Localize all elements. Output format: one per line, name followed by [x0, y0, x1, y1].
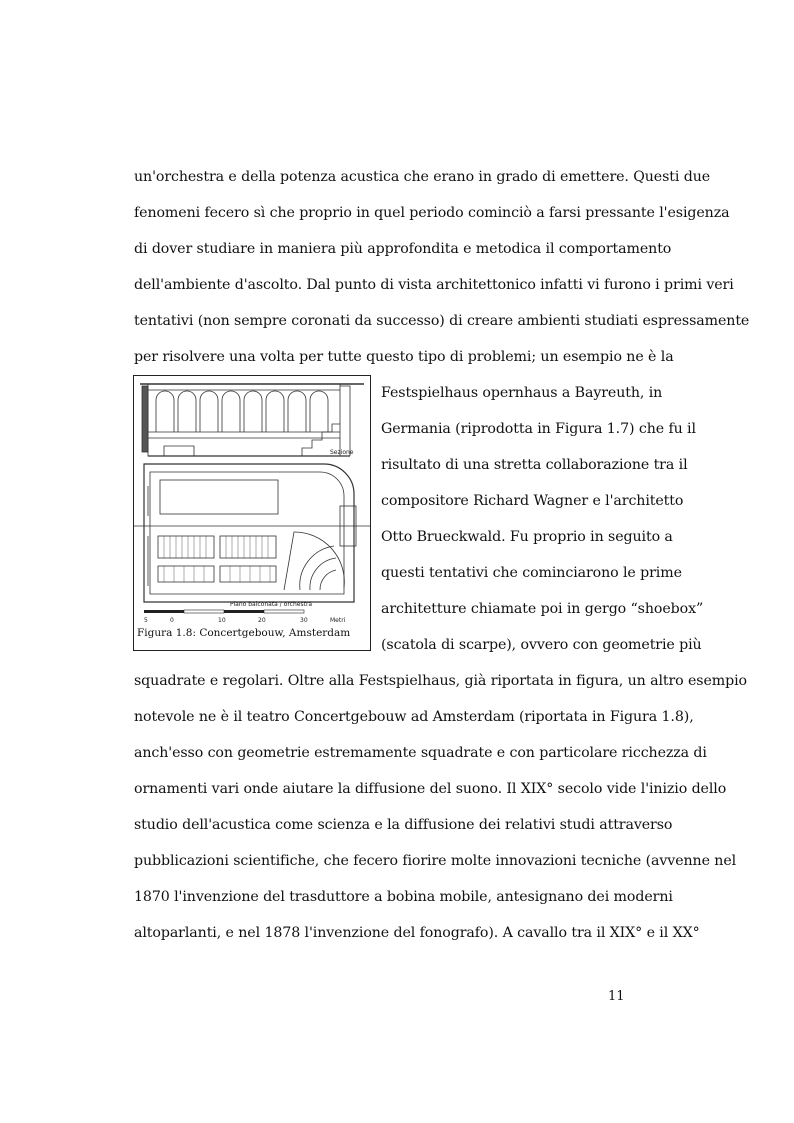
body-line: studio dell'acustica come scienza e la diffusione dei relativi studi attraverso	[134, 817, 673, 833]
svg-text:30: 30	[300, 617, 308, 624]
svg-text:5: 5	[144, 617, 148, 624]
svg-text:Sezione: Sezione	[330, 449, 354, 456]
body-line: Festspielhaus opernhaus a Bayreuth, in	[381, 385, 663, 401]
body-line: 1870 l'invenzione del trasduttore a bobina mobile, antesignano dei moderni	[134, 889, 673, 905]
body-line: altoparlanti, e nel 1878 l'invenzione del fonografo). A cavallo tra il XIX° e il XX°	[134, 925, 700, 941]
body-line: pubblicazioni scientifiche, che fecero fiorire molte innovazioni tecniche (avvenne nel	[134, 853, 737, 869]
svg-text:10: 10	[218, 617, 226, 624]
body-line: architetture chiamate poi in gergo “shoebox”	[381, 601, 704, 617]
body-line: compositore Richard Wagner e l'architetto	[381, 493, 684, 509]
figure-caption: Figura 1.8: Concertgebouw, Amsterdam	[137, 627, 351, 639]
svg-text:Piano balconata / orchestra: Piano balconata / orchestra	[230, 601, 313, 608]
body-line: ornamenti vari onde aiutare la diffusione del suono. Il XIX° secolo vide l'inizio dello	[134, 781, 727, 797]
concertgebouw-drawing	[134, 376, 370, 626]
body-line: per risolvere una volta per tutte questo tipo di problemi; un esempio ne è la	[134, 349, 674, 365]
body-line: questi tentativi che cominciarono le prime	[381, 565, 682, 581]
body-line: tentativi (non sempre coronati da successo) di creare ambienti studiati espressamente	[134, 313, 750, 329]
svg-text:20: 20	[258, 617, 266, 624]
figure-concertgebouw	[133, 375, 371, 651]
body-line: dell'ambiente d'ascolto. Dal punto di vista architettonico infatti vi furono i primi veri	[134, 277, 734, 293]
body-line: fenomeni fecero sì che proprio in quel periodo cominciò a farsi pressante l'esigenza	[134, 205, 730, 221]
svg-text:Metri: Metri	[330, 617, 346, 624]
body-line: Otto Brueckwald. Fu proprio in seguito a	[381, 529, 673, 545]
svg-text:0: 0	[170, 617, 174, 624]
body-line: notevole ne è il teatro Concertgebouw ad Amsterdam (riportata in Figura 1.8),	[134, 709, 694, 725]
body-line: squadrate e regolari. Oltre alla Festspielhaus, già riportata in figura, un altro esempio	[134, 673, 748, 689]
body-line: un'orchestra e della potenza acustica che erano in grado di emettere. Questi due	[134, 169, 711, 185]
body-line: (scatola di scarpe), ovvero con geometrie più	[381, 637, 702, 653]
body-line: Germania (riprodotta in Figura 1.7) che fu il	[381, 421, 696, 437]
body-line: di dover studiare in maniera più approfondita e metodica il comportamento	[134, 241, 672, 257]
page-number: 11	[608, 989, 625, 1004]
body-line: anch'esso con geometrie estremamente squadrate e con particolare ricchezza di	[134, 745, 707, 761]
body-line: risultato di una stretta collaborazione tra il	[381, 457, 688, 473]
